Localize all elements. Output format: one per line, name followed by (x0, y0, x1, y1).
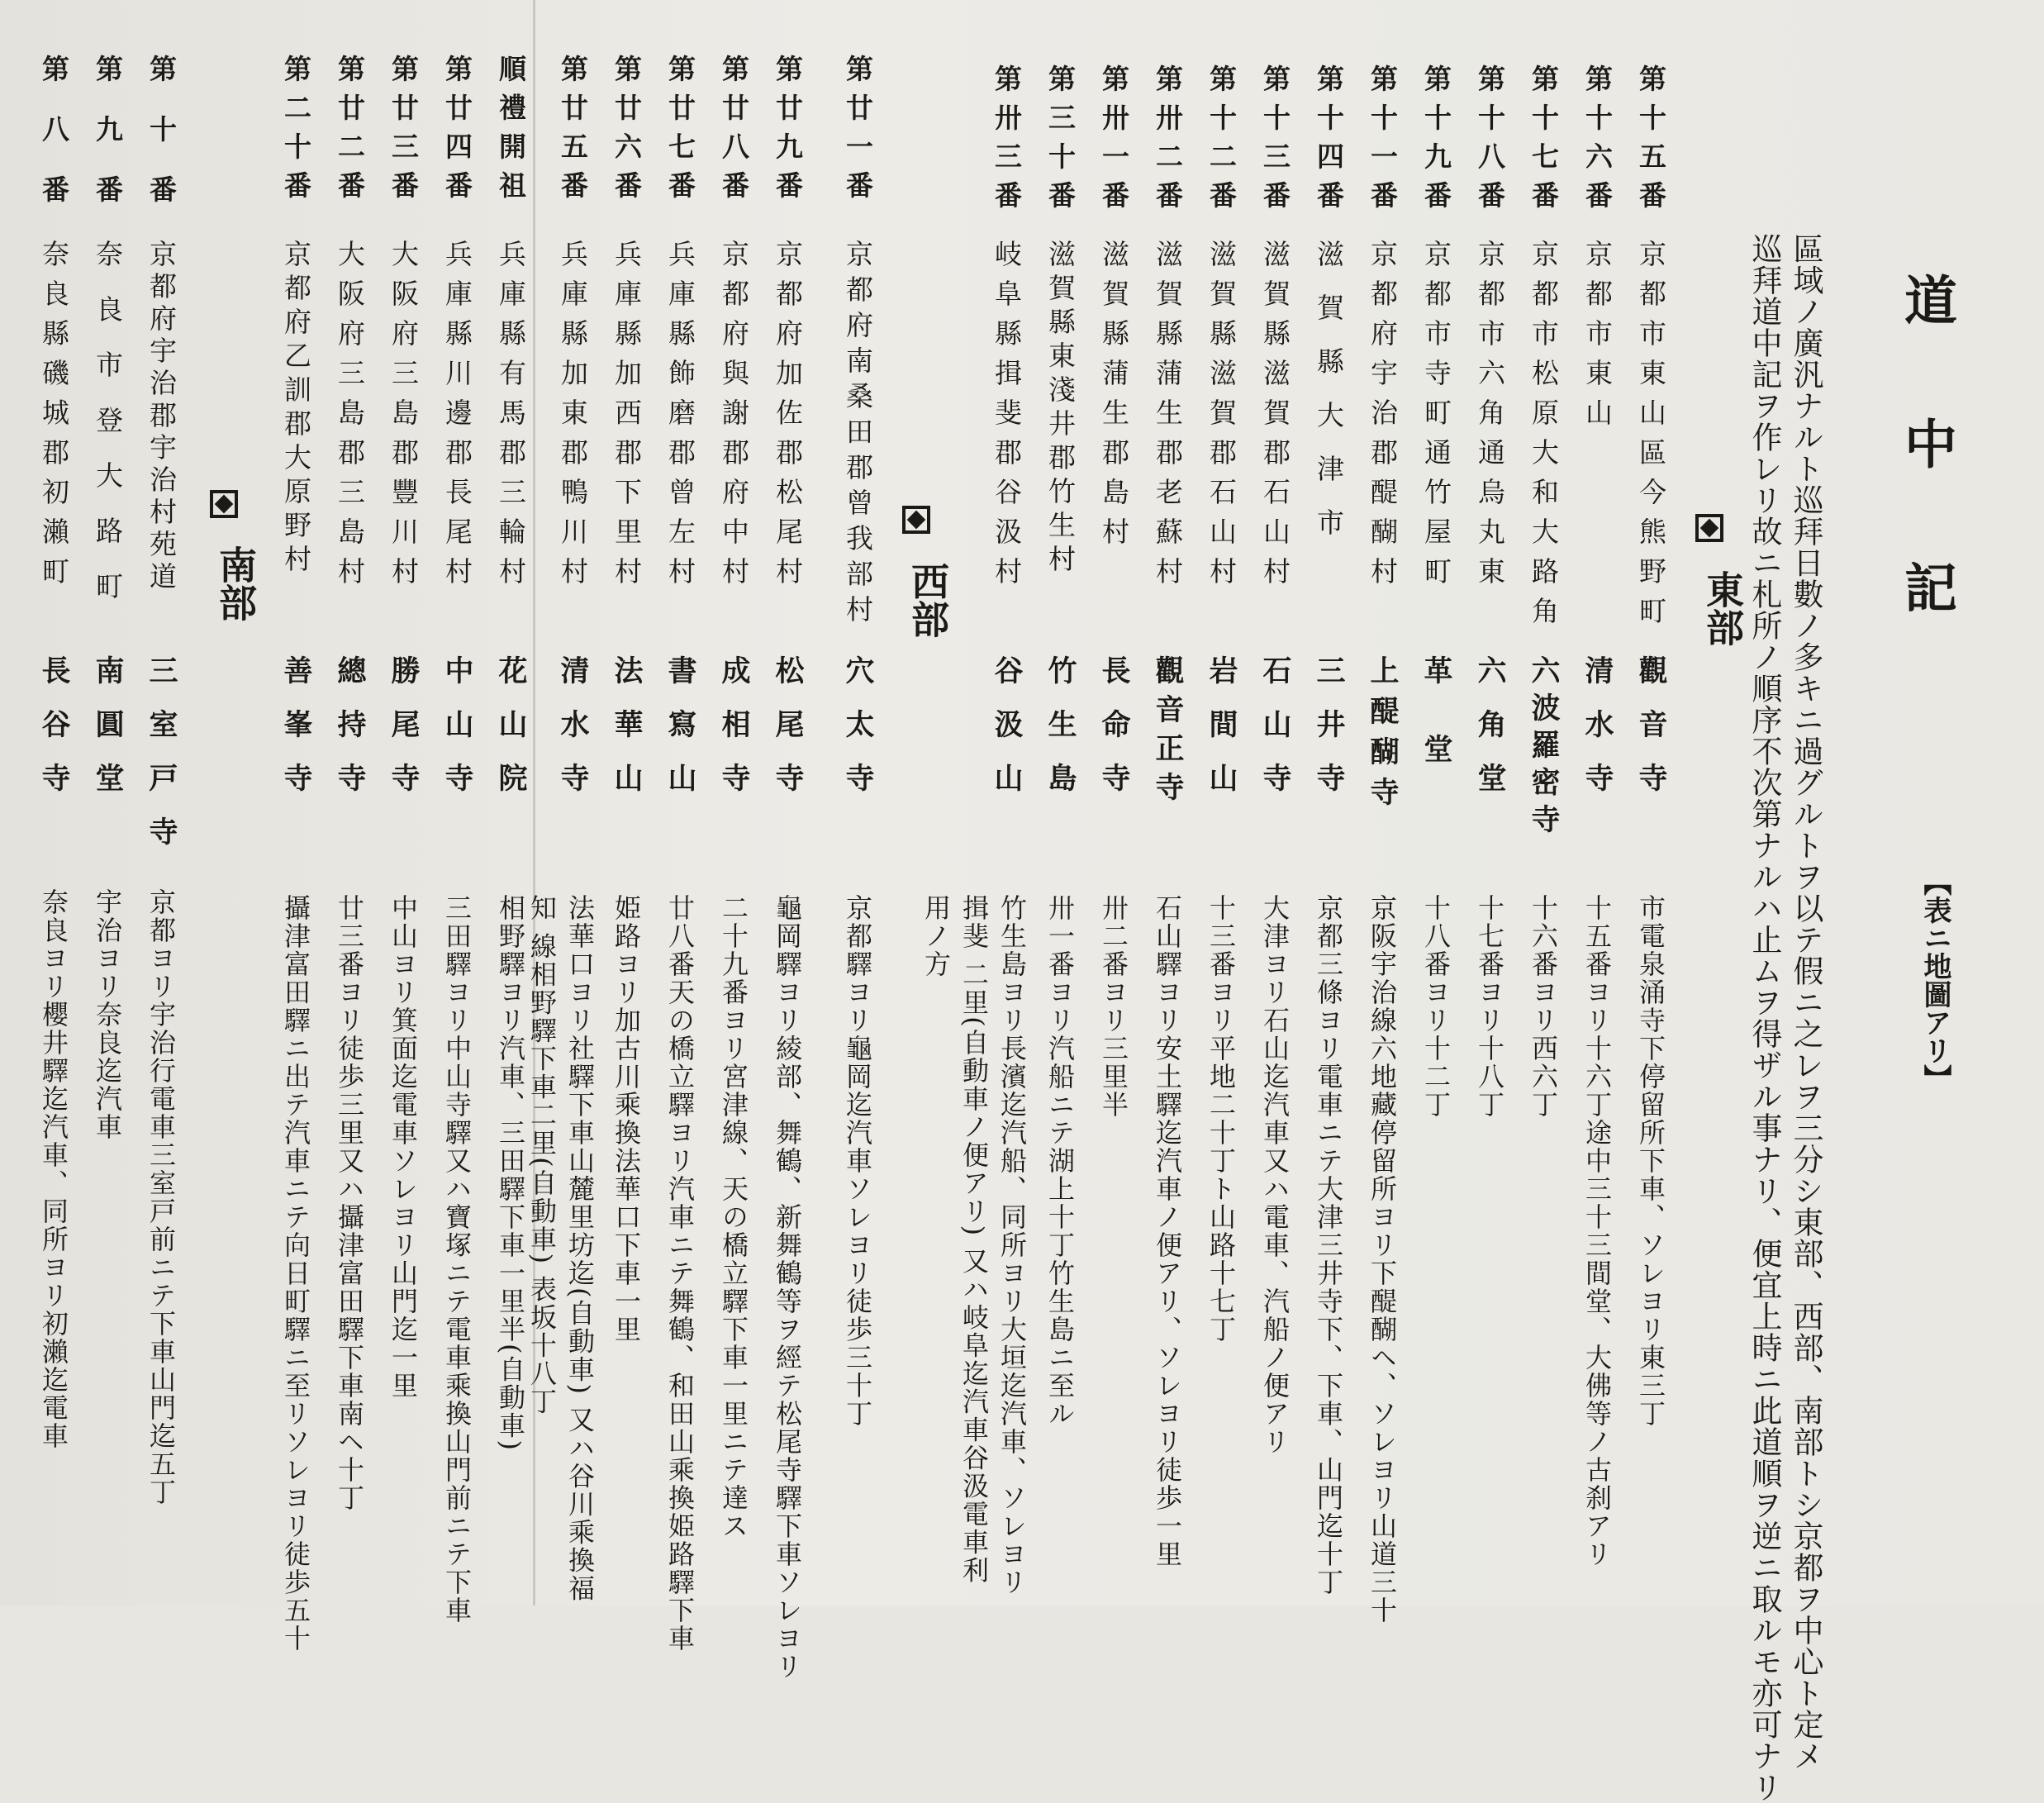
temple-address: 京都府與謝郡府中村 (718, 240, 750, 597)
temple-name: 清水寺 (556, 655, 589, 816)
temple-number: 第十三番 (1259, 64, 1291, 220)
temple-address: 大阪府三島郡豐川村 (387, 240, 420, 597)
temple-name: 觀音正寺 (1151, 655, 1184, 811)
temple-number: 第九番 (92, 55, 124, 235)
temple-address: 滋賀縣滋賀郡石山村 (1259, 240, 1291, 597)
temple-name: 三室戸寺 (145, 655, 178, 870)
temple-route: 十八番ヨリ十二丁 (1420, 894, 1452, 1119)
temple-number: 第二十番 (280, 55, 312, 210)
temple-number: 第十五番 (1635, 64, 1667, 220)
temple-address: 奈良市登大路町 (92, 240, 124, 627)
temple-number: 第卅二番 (1152, 64, 1184, 220)
temple-name: 上醍醐寺 (1366, 655, 1399, 817)
temple-number: 第十九番 (1420, 64, 1452, 220)
temple-name: 清水寺 (1581, 655, 1614, 816)
temple-address: 奈良縣磯城郡初瀨町 (38, 240, 70, 597)
temple-address: 京都府加佐郡松尾村 (772, 240, 804, 597)
temple-route: 十七番ヨリ十八丁 (1474, 894, 1505, 1119)
temple-number: 第卅一番 (1098, 64, 1130, 220)
temple-name: 長谷寺 (37, 655, 70, 816)
temple-route: 龜岡驛ヨリ綾部、舞鶴、新舞鶴等ヲ經テ松尾寺驛下車ソレヨリ (772, 894, 803, 1681)
temple-route: 十五番ヨリ十六丁途中三十三間堂、大佛等ノ古刹アリ (1581, 894, 1613, 1568)
temple-name: 書寫山 (663, 655, 696, 816)
temple-route: 十六番ヨリ西六丁 (1528, 894, 1559, 1119)
temple-name: 六角堂 (1473, 655, 1506, 816)
temple-number: 第十番 (145, 55, 178, 235)
temple-name: 岩間山 (1205, 655, 1238, 816)
temple-address: 京都府南桑田郡曾我部村 (842, 240, 874, 630)
temple-address: 滋賀縣東淺井郡竹生村 (1044, 240, 1077, 578)
temple-number: 第十一番 (1367, 64, 1399, 220)
temple-name: 穴太寺 (841, 655, 874, 816)
temple-route: 竹生島ヨリ長濱迄汽船、同所ヨリ大垣迄汽車、ソレヨリ揖斐 二里(自動車ノ便アリ) 又ハ岐阜迄汽車谷汲電車利用ノ方 (920, 894, 1028, 1596)
temple-address: 滋賀縣大津市 (1313, 240, 1345, 562)
temple-route: 京都三條ヨリ電車ニテ大津三井寺下、下車、山門迄十丁 (1313, 894, 1344, 1596)
temple-route: 奈良ヨリ櫻井驛迄汽車、同所ヨリ初瀨迄電車 (38, 888, 69, 1450)
intro-line-1: 區域ノ廣汎ナルト巡拜日數ノ多キニ過グルトヲ以テ假ニ之レヲ三分シ東部、西部、南部トシ京都ヲ中心ト定メ (1788, 233, 1823, 1772)
intro-line-2: 巡拜道中記ヲ作レリ故ニ札所ノ順序不次第ナルハ止ムヲ得ザル事ナリ、便宜上時ニ此道順ヲ逆ニ取ルモ亦可ナリ (1747, 233, 1782, 1803)
temple-name: 總持寺 (333, 655, 366, 816)
temple-route: 三田驛ヨリ中山寺驛又ハ寶塚ニテ電車乘換山門前ニテ下車 (441, 894, 473, 1625)
temple-name: 勝尾寺 (387, 655, 420, 816)
temple-route: 廿三番ヨリ徒歩三里又ハ攝津富田驛下車南ヘ十丁 (334, 894, 365, 1512)
temple-route: 十三番ヨリ平地二十丁ト山路十七丁 (1205, 894, 1237, 1344)
temple-number: 順禮開祖 (495, 55, 527, 210)
temple-number: 第八番 (38, 55, 70, 235)
temple-route: 相野驛ヨリ汽車、三田驛下車一里半(自動車) (495, 894, 526, 1452)
temple-address: 兵庫縣飾磨郡曾左村 (664, 240, 696, 597)
temple-address: 兵庫縣有馬郡三輪村 (495, 240, 527, 597)
temple-number: 第十六番 (1581, 64, 1614, 220)
temple-route: 廿八番天の橋立驛ヨリ汽車ニテ舞鶴、和田山乘換姫路驛下車 (664, 894, 696, 1653)
temple-route: 法華口ヨリ社驛下車山麓里坊迄(自動車) 又ハ谷川乘換福知 線相野驛下車二里(自動車) 表坂十八丁 (526, 894, 596, 1603)
east-section-icon (1695, 514, 1723, 542)
temple-route: 攝津富田驛ニ出テ汽車ニテ向日町驛ニ至リソレヨリ徒歩五十 (280, 894, 311, 1653)
temple-address: 京都府宇治郡醍醐村 (1367, 240, 1399, 597)
temple-number: 第十二番 (1205, 64, 1238, 220)
temple-name: 松尾寺 (771, 655, 804, 816)
west-section-icon (902, 506, 930, 534)
section-south: 南部 (213, 545, 258, 621)
temple-address: 滋賀縣蒲生郡老蘇村 (1152, 240, 1184, 597)
page-title: 道中記 (1895, 273, 1956, 704)
temple-route: 京都ヨリ宇治行電車三室戸前ニテ下車山門迄五丁 (145, 888, 177, 1506)
section-east: 東部 (1700, 570, 1745, 646)
south-section-icon (210, 490, 238, 518)
temple-route: 宇治ヨリ奈良迄汽車 (92, 888, 123, 1141)
temple-number: 第十七番 (1528, 64, 1560, 220)
temple-route: 卅一番ヨリ汽船ニテ湖上十丁竹生島ニ至ル (1044, 894, 1076, 1428)
temple-name: 觀音寺 (1634, 655, 1667, 816)
temple-name: 谷汲山 (990, 655, 1023, 816)
temple-address: 兵庫縣加東郡鴨川村 (557, 240, 589, 597)
temple-name: 法華山 (610, 655, 643, 816)
temple-number: 第三十番 (1044, 64, 1077, 220)
temple-number: 第廿八番 (718, 55, 750, 210)
temple-address: 岐阜縣揖斐郡谷汲村 (991, 240, 1023, 597)
section-west: 西部 (906, 562, 950, 638)
temple-route: 中山ヨリ箕面迄電車ソレヨリ山門迄一里 (387, 894, 419, 1400)
temple-address: 兵庫縣川邊郡長尾村 (441, 240, 473, 597)
temple-address: 滋賀縣滋賀郡石山村 (1205, 240, 1238, 597)
temple-route: 京都驛ヨリ龜岡迄汽車ソレヨリ徒歩三十丁 (842, 894, 873, 1428)
temple-number: 第十四番 (1313, 64, 1345, 220)
map-note: 【表ニ地圖アリ】 (1918, 868, 1951, 1092)
temple-name: 中山寺 (440, 655, 473, 816)
temple-number: 第廿九番 (772, 55, 804, 210)
temple-number: 第廿二番 (334, 55, 366, 210)
temple-name: 善峯寺 (279, 655, 312, 816)
temple-route: 大津ヨリ石山迄汽車又ハ電車、汽船ノ便アリ (1259, 894, 1291, 1456)
temple-number: 第廿六番 (611, 55, 643, 210)
temple-number: 第廿一番 (842, 55, 874, 210)
temple-address: 京都市六角通烏丸東 (1474, 240, 1506, 597)
temple-address: 京都市東山 (1581, 240, 1614, 438)
temple-address: 兵庫縣加西郡下里村 (611, 240, 643, 597)
temple-number: 第廿七番 (664, 55, 696, 210)
temple-name: 南圓堂 (91, 655, 124, 816)
temple-name: 花山院 (494, 655, 527, 816)
temple-address: 京都市松原大和大路角 (1528, 240, 1560, 636)
temple-address: 京都市東山區今熊野町 (1635, 240, 1667, 636)
temple-route: 卅二番ヨリ三里半 (1098, 894, 1129, 1119)
temple-address: 滋賀縣蒲生郡島村 (1098, 240, 1130, 557)
temple-address: 大阪府三島郡三島村 (334, 240, 366, 597)
temple-address: 京都市寺町通竹屋町 (1420, 240, 1452, 597)
temple-route: 京阪宇治線六地藏停留所ヨリ下醍醐ヘ、ソレヨリ山道三十 (1367, 894, 1398, 1625)
temple-name: 石山寺 (1258, 655, 1291, 816)
temple-route: 二十九番ヨリ宮津線、天の橋立驛下車一里ニテ達ス (718, 894, 749, 1540)
temple-name: 三井寺 (1312, 655, 1345, 816)
temple-address: 京都府宇治郡宇治村苑道 (145, 240, 178, 594)
temple-address: 京都府乙訓郡大原野村 (280, 240, 312, 578)
temple-name: 竹生島 (1043, 655, 1077, 816)
temple-name: 長命寺 (1097, 655, 1130, 816)
temple-name: 六波羅密寺 (1527, 655, 1560, 841)
temple-number: 第廿五番 (557, 55, 589, 210)
temple-name: 革堂 (1419, 655, 1452, 812)
temple-number: 第十八番 (1474, 64, 1506, 220)
temple-route: 石山驛ヨリ安土驛迄汽車ノ便アリ、ソレヨリ徒歩一里 (1152, 894, 1183, 1568)
temple-number: 第卅三番 (991, 64, 1023, 220)
temple-number: 第廿三番 (387, 55, 420, 210)
temple-route: 市電泉涌寺下停留所下車、ソレヨリ東三丁 (1635, 894, 1666, 1428)
temple-number: 第廿四番 (441, 55, 473, 210)
temple-name: 成相寺 (717, 655, 750, 816)
temple-route: 姫路ヨリ加古川乘換法華口下車一里 (611, 894, 642, 1344)
